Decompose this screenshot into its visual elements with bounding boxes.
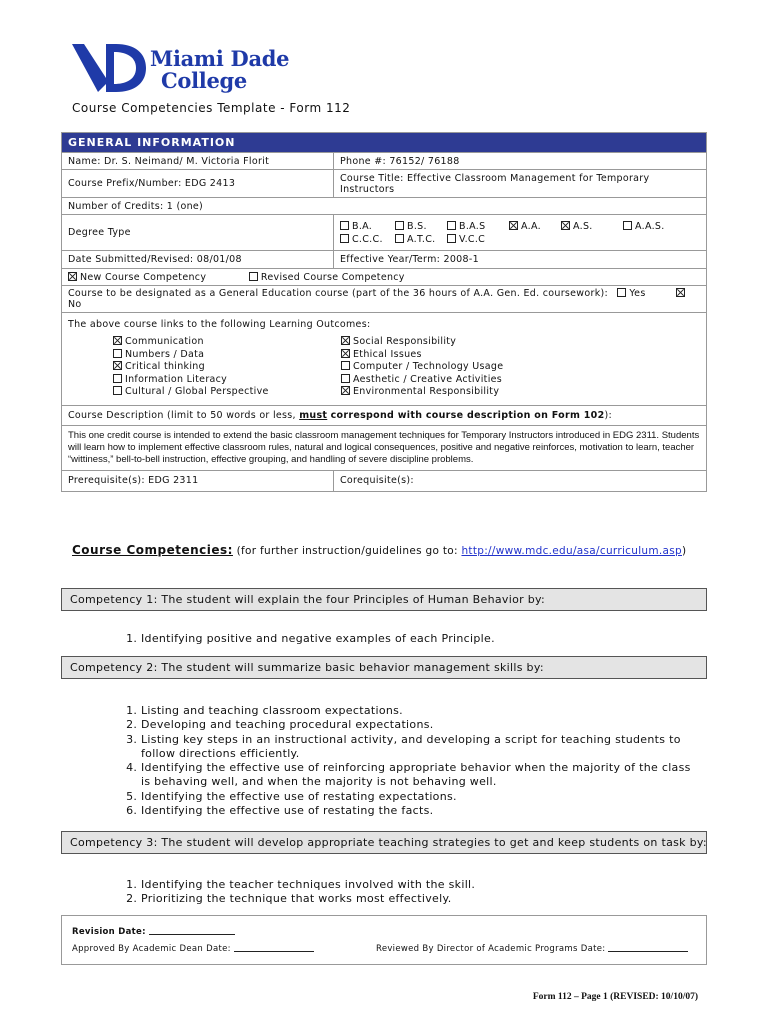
phone-number: Phone #: 76152/ 76188 <box>334 153 707 170</box>
competency-item: 3. Listing key steps in an instructional activity, and developing a script for teaching students to follow directions efficiently. <box>141 733 696 762</box>
learning-outcomes-cell <box>62 313 707 406</box>
degree-option <box>447 234 509 245</box>
degree-checkbox[interactable] <box>447 221 456 230</box>
effective-term: Effective Year/Term: 2008-1 <box>334 251 707 269</box>
desc-label-bold: correspond with course description on Form 102 <box>330 409 605 421</box>
outcomes_right-label: Environmental Responsibility <box>353 386 500 397</box>
prerequisites: Prerequisite(s): EDG 2311 <box>62 470 334 491</box>
outcomes_left-option <box>113 361 341 374</box>
outcomes_right-checkbox[interactable] <box>341 349 350 358</box>
new-course-label: New Course Competency <box>80 271 207 283</box>
gen-ed-no-label: No <box>68 299 82 310</box>
number-of-credits: Number of Credits: 1 (one) <box>62 198 707 215</box>
degree-option <box>447 221 509 232</box>
degree-option <box>561 221 623 232</box>
degree-checkbox[interactable] <box>623 221 632 230</box>
degree-checkbox[interactable] <box>561 221 570 230</box>
outcomes_left-option <box>113 374 341 387</box>
reviewed-by-row <box>376 943 688 954</box>
outcomes_left-label: Numbers / Data <box>125 348 205 360</box>
competency-item: 2. Developing and teaching procedural expectations. <box>141 718 696 732</box>
competency-2-title: Competency 2: The student will summarize basic behavior management skills by: <box>61 656 707 679</box>
general-information-table <box>61 132 707 492</box>
course-description: This one credit course is intended to extend the basic classroom management techniques for Temporary Instructors introduced in EDG 2311. Students will learn how to implement effective classroom rules, natural and logical consequences, positive and negative reinforces, motivation to learn, teacher “wittiness,” bell-to-bell instruction, effective grouping, and handling of severe discipline problems. <box>62 425 707 470</box>
course-competencies-label: Course Competencies: <box>72 543 233 557</box>
revised-course-checkbox[interactable] <box>249 272 258 281</box>
outcomes_right-checkbox[interactable] <box>341 374 350 383</box>
degree-type-label: Degree Type <box>62 215 334 251</box>
gen-ed-question: Course to be designated as a General Education course (part of the 36 hours of A.A. Gen. Ed. coursework): <box>68 288 608 299</box>
degree-label: B.S. <box>407 220 427 232</box>
outcomes_right-label: Aesthetic / Creative Activities <box>353 373 503 385</box>
outcomes_left-checkbox[interactable] <box>113 374 122 383</box>
degree-checkbox[interactable] <box>340 234 349 243</box>
outcomes_right-option <box>341 349 569 362</box>
desc-label-end: ): <box>604 409 613 421</box>
course-title: Course Title: Effective Classroom Management for Temporary Instructors <box>334 170 707 198</box>
reviewed-by-field[interactable] <box>608 943 688 952</box>
learning-outcomes-left <box>113 336 341 399</box>
gen-ed-row <box>62 286 707 313</box>
college-logo <box>70 42 290 98</box>
degree-option <box>623 221 693 232</box>
degree-label: A.S. <box>573 220 593 232</box>
outcomes_left-option <box>113 349 341 362</box>
degree-label: B.A. <box>352 220 373 232</box>
course-description-label <box>62 405 707 425</box>
outcomes_left-option <box>113 336 341 349</box>
competency-3-title: Competency 3: The student will develop appropriate teaching strategies to get and keep students on task by: <box>61 831 707 854</box>
degree-checkbox[interactable] <box>395 234 404 243</box>
competency-type-row <box>62 269 707 286</box>
outcomes_left-label: Communication <box>125 336 204 347</box>
gen-ed-no-checkbox[interactable] <box>676 288 685 297</box>
reviewed-by-label: Reviewed By Director of Academic Programs Date: <box>376 944 606 954</box>
degree-option <box>340 234 395 245</box>
approved-by-field[interactable] <box>234 943 314 952</box>
learning-outcomes-right <box>341 336 569 399</box>
outcomes_right-option <box>341 336 569 349</box>
date-submitted: Date Submitted/Revised: 08/01/08 <box>62 251 334 269</box>
degree-label: A.A. <box>521 220 541 232</box>
competency-item: 1. Identifying positive and negative examples of each Principle. <box>141 632 696 646</box>
degree-label: V.C.C <box>459 233 486 245</box>
degree-label: A.T.C. <box>407 233 436 245</box>
revised-course-label: Revised Course Competency <box>260 271 405 283</box>
outcomes_right-label: Computer / Technology Usage <box>353 361 504 372</box>
revision-date-field[interactable] <box>149 926 235 935</box>
revision-date-row <box>72 926 235 937</box>
degree-checkbox-grid <box>340 221 700 245</box>
outcomes_left-label: Critical thinking <box>125 361 205 372</box>
competency-2-list <box>96 704 696 818</box>
general-information-header: GENERAL INFORMATION <box>62 133 707 153</box>
new-course-checkbox[interactable] <box>68 272 77 281</box>
course-competencies-note-end: ) <box>682 545 687 557</box>
competency-item: 6. Identifying the effective use of restating the facts. <box>141 804 696 818</box>
course-competencies-note: (for further instruction/guidelines go to: <box>232 545 462 557</box>
outcomes_right-option <box>341 374 569 387</box>
degree-checkbox[interactable] <box>395 221 404 230</box>
form-title: Course Competencies Template - Form 112 <box>72 101 351 115</box>
curriculum-link[interactable]: http://www.mdc.edu/asa/curriculum.asp <box>461 545 682 557</box>
degree-label: B.A.S <box>459 220 486 232</box>
degree-option <box>509 221 561 232</box>
competency-1-list <box>96 632 696 646</box>
desc-label-part: Course Description (limit to 50 words or less, <box>68 409 296 421</box>
instructor-name: Name: Dr. S. Neimand/ M. Victoria Florit <box>62 153 334 170</box>
degree-checkbox[interactable] <box>447 234 456 243</box>
mdc-logo-mark-icon <box>70 42 150 94</box>
course-prefix: Course Prefix/Number: EDG 2413 <box>62 170 334 198</box>
degree-option <box>395 234 447 245</box>
gen-ed-yes-label: Yes <box>629 288 646 299</box>
competency-item: 1. Identifying the teacher techniques involved with the skill. <box>141 878 696 892</box>
outcomes_left-option <box>113 386 341 399</box>
degree-type-options <box>334 215 707 251</box>
outcomes_right-option <box>341 386 569 399</box>
outcomes_left-checkbox[interactable] <box>113 361 122 370</box>
approved-by-label: Approved By Academic Dean Date: <box>72 944 231 954</box>
competency-1-title: Competency 1: The student will explain the four Principles of Human Behavior by: <box>61 588 707 611</box>
competency-item: 2. Prioritizing the technique that works most effectively. <box>141 892 696 906</box>
outcomes_left-checkbox[interactable] <box>113 386 122 395</box>
competency-item: 5. Identifying the effective use of restating expectations. <box>141 790 696 804</box>
outcomes_right-checkbox[interactable] <box>341 336 350 345</box>
page-footer: Form 112 – Page 1 (REVISED: 10/10/07) <box>532 992 698 1002</box>
degree-option <box>340 221 395 232</box>
revision-box <box>61 915 707 965</box>
corequisites: Corequisite(s): <box>334 470 707 491</box>
outcomes_right-label: Ethical Issues <box>353 348 422 360</box>
degree-label: A.A.S. <box>635 220 665 232</box>
approved-by-row <box>72 943 314 954</box>
competency-item: 1. Listing and teaching classroom expectations. <box>141 704 696 718</box>
outcomes_right-option <box>341 361 569 374</box>
outcomes_left-label: Information Literacy <box>125 373 228 385</box>
outcomes_right-label: Social Responsibility <box>353 336 457 347</box>
outcomes_left-checkbox[interactable] <box>113 336 122 345</box>
outcomes_left-checkbox[interactable] <box>113 349 122 358</box>
logo-text-line2: College <box>161 68 247 93</box>
degree-label: C.C.C. <box>352 233 383 245</box>
competency-3-list <box>96 878 696 907</box>
outcomes_right-checkbox[interactable] <box>341 386 350 395</box>
course-competencies-line <box>72 543 686 557</box>
outcomes_left-label: Cultural / Global Perspective <box>125 386 269 397</box>
learning-outcomes-intro: The above course links to the following Learning Outcomes: <box>68 319 371 330</box>
competency-item: 4. Identifying the effective use of reinforcing appropriate behavior when the majority of the class is behaving well, and when the majority is not behaving well. <box>141 761 696 790</box>
outcomes_right-checkbox[interactable] <box>341 361 350 370</box>
desc-label-must: must <box>299 409 328 421</box>
revision-date-label: Revision Date: <box>72 927 146 937</box>
degree-checkbox[interactable] <box>340 221 349 230</box>
degree-checkbox[interactable] <box>509 221 518 230</box>
degree-option <box>395 221 447 232</box>
gen-ed-yes-checkbox[interactable] <box>617 288 626 297</box>
logo-text-line1: Miami Dade <box>150 46 290 71</box>
